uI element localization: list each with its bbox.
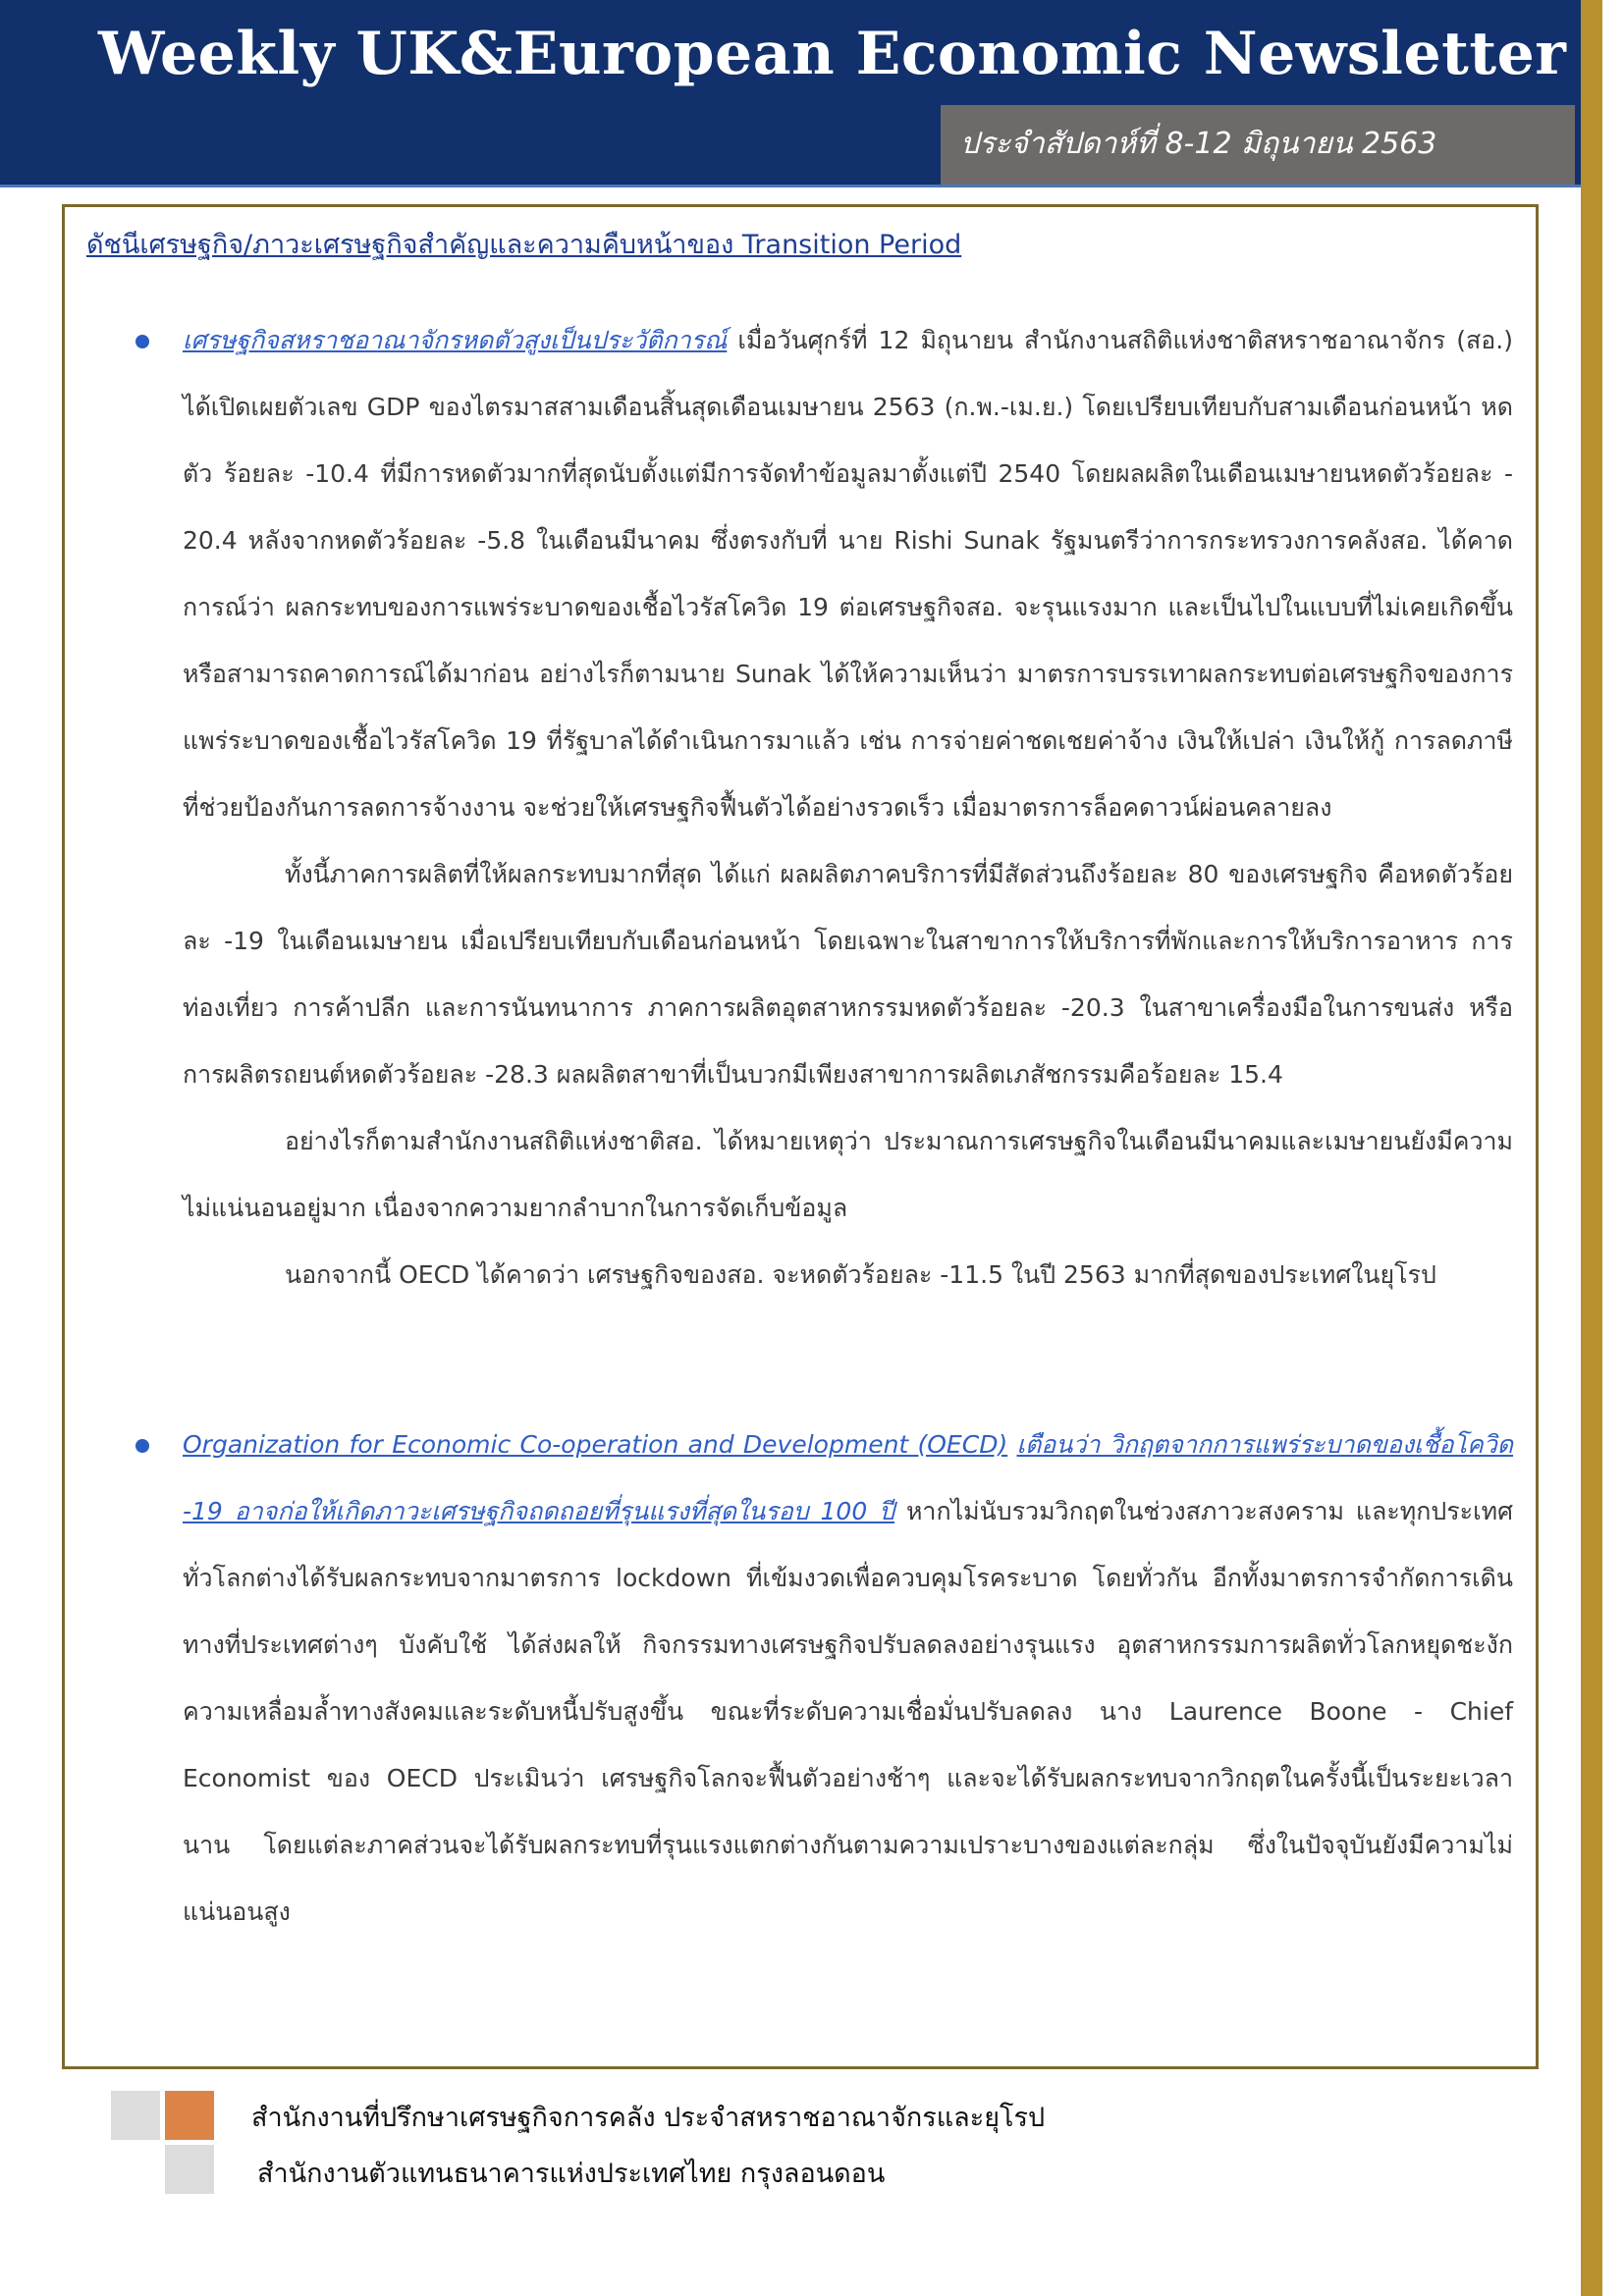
date-box [941,105,1575,185]
section-heading[interactable]: ดัชนีเศรษฐกิจ/ภาวะเศรษฐกิจสำคัญและความคืบหน้าของ Transition Period [86,230,962,260]
issue-date: ประจำสัปดาห์ที่ 8-12 มิถุนายน 2563 [960,127,1437,161]
bullet-1-paragraph-1 [183,307,1513,841]
bullet-1-text-1: เมื่อวันศุกร์ที่ 12 มิถุนายน สำนักงานสถิติแห่งชาติสหราชอาณาจักร (สอ.) ได้เปิดเผยตัวเลข GDP ของไตรมาสสามเดือนสิ้นสุดเดือนเมษายน 2563 (ก.พ.-เม.ย.) โดยเปรียบเทียบกับสามเดือนก่อนหน้า หดตัว ร้อยละ -10.4 ที่มีการหดตัวมากที่สุดนับตั้งแต่มีการจัดทำข้อมูลมาตั้งแต่ปี 2540 โดยผลผลิตในเดือนเมษายนหดตัวร้อยละ - 20.4 หลังจากหดตัวร้อยละ -5.8 ในเดือนมีนาคม ซึ่งตรงกับที่ นาย Rishi Sunak รัฐมนตรีว่าการกระทรวงการคลังสอ. ได้คาดการณ์ว่า ผลกระทบของการแพร่ระบาดของเชื้อไวรัสโควิด 19 ต่อเศรษฐกิจสอ. จะรุนแรงมาก และเป็นไปในแบบที่ไม่เคยเกิดขึ้นหรือสามารถคาดการณ์ได้มาก่อน อย่างไรก็ตามนาย Sunak ได้ให้ความเห็นว่า มาตรการบรรเทาผลกระทบต่อเศรษฐกิจของการแพร่ระบาดของเชื้อไวรัสโควิด 19 ที่รัฐบาลได้ดำเนินการมาแล้ว เช่น การจ่ายค่าชดเชยค่าจ้าง เงินให้เปล่า เงินให้กู้ การลดภาษี ที่ช่วยป้องกันการลดการจ้างงาน จะช่วยให้เศรษฐกิจฟื้นตัวได้อย่างรวดเร็ว เมื่อมาตรการล็อคดาวน์ผ่อนคลายลง [183,326,1513,822]
footer-square-grey-1 [111,2091,160,2140]
bullet-2-headline-en-link[interactable]: Organization for Economic Co-operation and Development (OECD) [183,1430,1008,1459]
bullet-2-headline-th-link[interactable]: เตือนว่า วิกฤตจากการแพร่ระบาดของเชื้อโควิด -19 อาจก่อให้เกิดภาวะเศรษฐกิจถดถอยที่รุนแรงที่สุดในรอบ 100 ปี [183,1430,1514,1525]
bullet-1-paragraph-2: ทั้งนี้ภาคการผลิตที่ให้ผลกระทบมากที่สุด ได้แก่ ผลผลิตภาคบริการที่มีสัดส่วนถึงร้อยละ 80 ของเศรษฐกิจ คือหดตัวร้อยละ -19 ในเดือนเมษายน เมื่อเปรียบเทียบกับเดือนก่อนหน้า โดยเฉพาะในสาขาการให้บริการที่พักและการให้บริการอาหาร การท่องเที่ยว การค้าปลีก และการนันทนาการ ภาคการผลิตอุตสาหกรรมหดตัวร้อยละ -20.3 ในสาขาเครื่องมือในการขนส่ง หรือการผลิตรถยนต์หดตัวร้อยละ -28.3 ผลผลิตสาขาที่เป็นบวกมีเพียงสาขาการผลิตเภสัชกรรมคือร้อยละ 15.4 [183,860,1513,1089]
bullet-1-paragraph-4: นอกจากนี้ OECD ได้คาดว่า เศรษฐกิจของสอ. จะหดตัวร้อยละ -11.5 ในปี 2563 มากที่สุดของประเทศในยุโรป [285,1260,1436,1289]
footer-office-line-2: สำนักงานตัวแทนธนาคารแห่งประเทศไทย กรุงลอนดอน [257,2159,886,2189]
bullet-2-block [183,1412,1513,1946]
bullet-1-headline-link[interactable]: เศรษฐกิจสหราชอาณาจักรหดตัวสูงเป็นประวัติการณ์ [183,326,728,354]
header-banner [0,0,1583,187]
bullet-2-body: หากไม่นับรวมวิกฤตในช่วงสภาวะสงคราม และทุกประเทศทั่วโลกต่างได้รับผลกระทบจากมาตรการ lockdown ที่เข้มงวดเพื่อควบคุมโรคระบาด โดยทั่วกัน อีกทั้งมาตรการจำกัดการเดินทางที่ประเทศต่างๆ บังคับใช้ ได้ส่งผลให้ กิจกรรมทางเศรษฐกิจปรับลดลงอย่างรุนแรง อุตสาหกรรมการผลิตทั่วโลกหยุดชะงัก ความเหลื่อมล้ำทางสังคมและระดับหนี้ปรับสูงขึ้น ขณะที่ระดับความเชื่อมั่นปรับลดลง นาง Laurence Boone - Chief Economist ของ OECD ประเมินว่า เศรษฐกิจโลกจะฟื้นตัวอย่างช้าๆ และจะได้รับผลกระทบจากวิกฤตในครั้งนี้เป็นระยะเวลานาน โดยแต่ละภาคส่วนจะได้รับผลกระทบที่รุนแรงแตกต่างกันตามความเปราะบางของแต่ละกลุ่ม ซึ่งในปัจจุบันยังมีความไม่แน่นอนสูง [183,1497,1513,1926]
bullet-1-dot [135,335,149,348]
content-box [62,204,1539,2069]
footer-square-orange [165,2091,214,2140]
footer-office-line-1: สำนักงานที่ปรึกษาเศรษฐกิจการคลัง ประจำสหราชอาณาจักรและยุโรป [251,2103,1046,2133]
newsletter-title: Weekly UK&European Economic Newsletter [98,20,1567,88]
bullet-1-paragraph-3: อย่างไรก็ตามสำนักงานสถิติแห่งชาติสอ. ได้หมายเหตุว่า ประมาณการเศรษฐกิจในเดือนมีนาคมและเมษายนยังมีความไม่แน่นอนอยู่มาก เนื่องจากความยากลำบากในการจัดเก็บข้อมูล [183,1127,1513,1222]
bullet-2-dot [135,1439,149,1453]
bullet-1-block [183,307,1513,1308]
right-gold-bar [1581,0,1602,2296]
footer-square-grey-2 [165,2145,214,2194]
bullet-2-paragraph [183,1412,1513,1946]
